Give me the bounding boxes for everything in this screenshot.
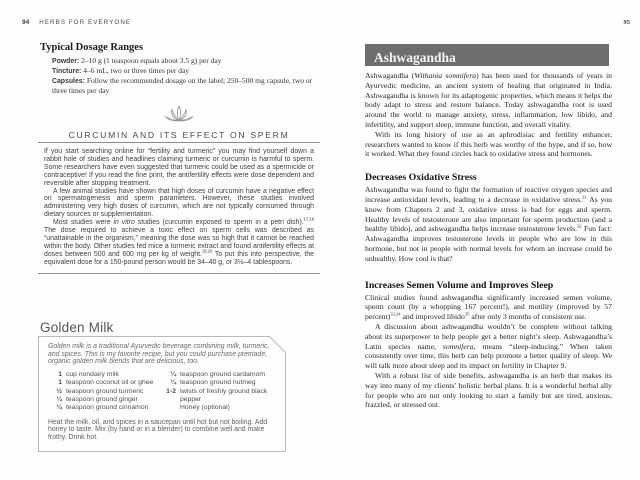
chapter-title-banner <box>365 44 609 66</box>
sidebar-title: CURCUMIN AND ITS EFFECT ON SPERM <box>68 130 290 140</box>
sidebar-top-rule <box>38 142 320 143</box>
dosage-section <box>40 42 318 96</box>
ingredient-qty: 1 <box>58 379 62 387</box>
ingredient-row <box>48 379 162 387</box>
ingredient-qty: ¼ <box>56 396 62 403</box>
dosage-label: Tincture: <box>52 67 82 75</box>
ingredient-row <box>162 379 276 387</box>
section-heading-semen-volume-sleep: Increases Semen Volume and Improves Sleep <box>365 279 554 291</box>
intro-paragraph: Ashwagandha (Withania somnifera) has been used for thousands of years in Ayurvedic medicine, an ancient system of healing that originated in India. Ashwagandha is known for its adaptogenic properties, which means it helps the body adapt to stress and restore balance. Today ashwagandha root is used around the world to manage anxiety, stress, inflammation, low libido, and infertility, and support sleep, immune function, and overall vitality. <box>365 71 612 129</box>
ingredient-text: teaspoon ground ginger <box>66 396 138 403</box>
ingredient-row <box>48 396 162 404</box>
sidebar-paragraph: If you start searching online for “fertility and turmeric” you may find yourself down a rabbit hole of studies and headlines claiming turmeric or curcumin is harmful to sperm. Some researchers have even suggested that turmeric could be used as a spermicide or contraceptive! If you read the fine print, the antifertility effects were dose dependent and reversible after stopping treatment. <box>44 148 314 187</box>
dosage-title: Typical Dosage Ranges <box>40 42 144 53</box>
sidebar-paragraph: Most studies were in vitro studies (curcumin exposed to sperm in a petri dish).$^{17,18}$ The dose required to achieve a toxic effect on sperm cells was described as “unattainable in the organism,” meaning the dose was so high that it cannot be reached within the body. Other studies fed mice a turmeric extract and found antifertility effects at doses between 500 and 600 mg per kg of weight.$^{19,20}$ To put this into perspective, the equivalent dose for a 150-pound person would be 34–40 g, or 3½–4 tablespoons. <box>44 216 314 266</box>
ingredient-row <box>48 388 162 396</box>
recipe-title: Golden Milk <box>40 320 114 335</box>
ingredient-column-left <box>48 371 162 412</box>
ingredient-qty: ¼ <box>170 371 176 379</box>
lotus-icon <box>38 104 320 128</box>
sidebar-paragraph: A few animal studies have shown that high doses of curcumin have a negative effect on spermatogenesis and sperm parameters. However, these studies involved administering very high doses of curcumin, which are not typically consumed through dietary sources or supplementation. <box>44 187 314 219</box>
chapter-title: Ashwagandha <box>374 50 456 65</box>
recipe-content <box>38 336 286 442</box>
section-paragraph: Clinical studies found ashwagandha significantly increased semen volume, sperm count (by a whopping 167 percent!), and motility (improved by 57 percent)$^{33,34}$ and improved libido$^{35}$ after only 3 months of consistent use. <box>365 292 612 322</box>
section-paragraph: A discussion about ashwagandha wouldn’t be complete without talking about its superpower to help people get a better night’s sleep. Ashwagandha’s Latin species name, somnifera, means “sleep-inducing.” When taken consistently over time, this herb can help promote a better quality of sleep. We will talk more about sleep and its impact on fertility in Chapter 9. <box>365 321 612 371</box>
ingredient-text: teaspoon ground nutmeg <box>180 379 256 387</box>
ingredient-text: teaspoon ground turmeric <box>66 387 144 395</box>
ingredient-text: teaspoon coconut oil or ghee <box>66 379 154 387</box>
section-paragraph: With a robust list of side benefits, ashwagandha is an herb that makes its way into many of my clients’ holistic herbal plans. It is a wonderful herbal ally for people who are not only looking to start a family but are tired, anxious, frazzled, or stressed out. <box>365 370 612 410</box>
dosage-item-capsules <box>52 77 318 96</box>
ingredient-qty: 1-2 <box>166 387 176 395</box>
running-header-title: HERBS FOR EVERYONE <box>39 19 132 26</box>
ingredient-column-right <box>162 371 276 412</box>
recipe-box <box>38 336 286 452</box>
ingredient-row <box>162 404 276 412</box>
ingredient-columns <box>48 371 276 412</box>
ingredient-qty <box>162 404 176 412</box>
recipe-intro: Golden milk is a traditional Ayurvedic beverage combining milk, turmeric, and spices. This is my favorite recipe, but you could purchase premade, organic golden milk blends that are delicious, too. <box>48 343 270 366</box>
ingredient-text: Honey (optional) <box>180 404 230 412</box>
sidebar-bottom-rule <box>38 273 320 274</box>
ingredient-qty: ½ <box>56 387 62 395</box>
ingredient-row <box>162 371 276 379</box>
ingredient-text: teaspoon ground cardamom <box>180 371 266 379</box>
sidebar-body <box>38 148 320 267</box>
section-paragraph: Ashwagandha was found to fight the formation of reactive oxygen species and increase antioxidant levels, leading to a decrease in oxidative stress.$^{31}$ As you know from Chapters 2 and 3, oxidative stress is bad for eggs and sperm. Healthy levels of testosterone are also important for sperm production (and a healthy libido), and ashwagandha helps increase testosterone levels.$^{32}$ Fun fact: Ashwagandha improves testosterone levels in people who are low in this hormone, but not in people with normal levels for whom an increase could be unhealthy. How cool is that? <box>365 185 612 263</box>
dosage-label: Capsules: <box>52 77 85 85</box>
right-page-number: 95 <box>623 19 630 26</box>
ingredient-row <box>48 404 162 412</box>
ingredient-row <box>162 388 276 405</box>
golden-milk-recipe <box>38 320 286 452</box>
dosage-text: 4–6 mL, two or three times per day <box>81 65 190 75</box>
ingredient-qty: 1 <box>58 371 62 379</box>
ingredient-qty: ¼ <box>56 404 62 412</box>
section-heading-oxidative-stress: Decreases Oxidative Stress <box>365 172 477 184</box>
curcumin-sidebar <box>38 104 320 274</box>
ingredient-text: twists of freshly ground black pepper <box>180 387 268 403</box>
intro-paragraph: With its long history of use as an aphrodisiac and fertility enhancer, researchers wanted to know if this herb was worthy of the hype, and if so, how it worked. What they found circles back to oxidative stress and hormones. <box>365 129 612 159</box>
dosage-label: Powder: <box>52 58 80 65</box>
ingredient-text: cup nondairy milk <box>66 371 119 379</box>
left-running-header <box>22 19 131 26</box>
ingredient-text: teaspoon ground cinnamon <box>66 404 149 412</box>
recipe-instructions: Heat the milk, oil, and spices in a saucepan until hot but not boiling. Add honey to taste. Mix (by hand or in a blender) to combine well and make frothy. Drink hot. <box>48 418 268 442</box>
ingredient-qty: ¼ <box>170 379 176 387</box>
left-page-number: 94 <box>22 19 30 26</box>
dosage-text: Follow the recommended dosage on the label; 250–500 mg capsule, two or three times per day <box>52 75 313 95</box>
ingredient-row <box>48 371 162 379</box>
dosage-text: 2–10 g (1 teaspoon equals about 3.5 g) per day <box>79 56 222 65</box>
chapter-body <box>365 71 612 410</box>
